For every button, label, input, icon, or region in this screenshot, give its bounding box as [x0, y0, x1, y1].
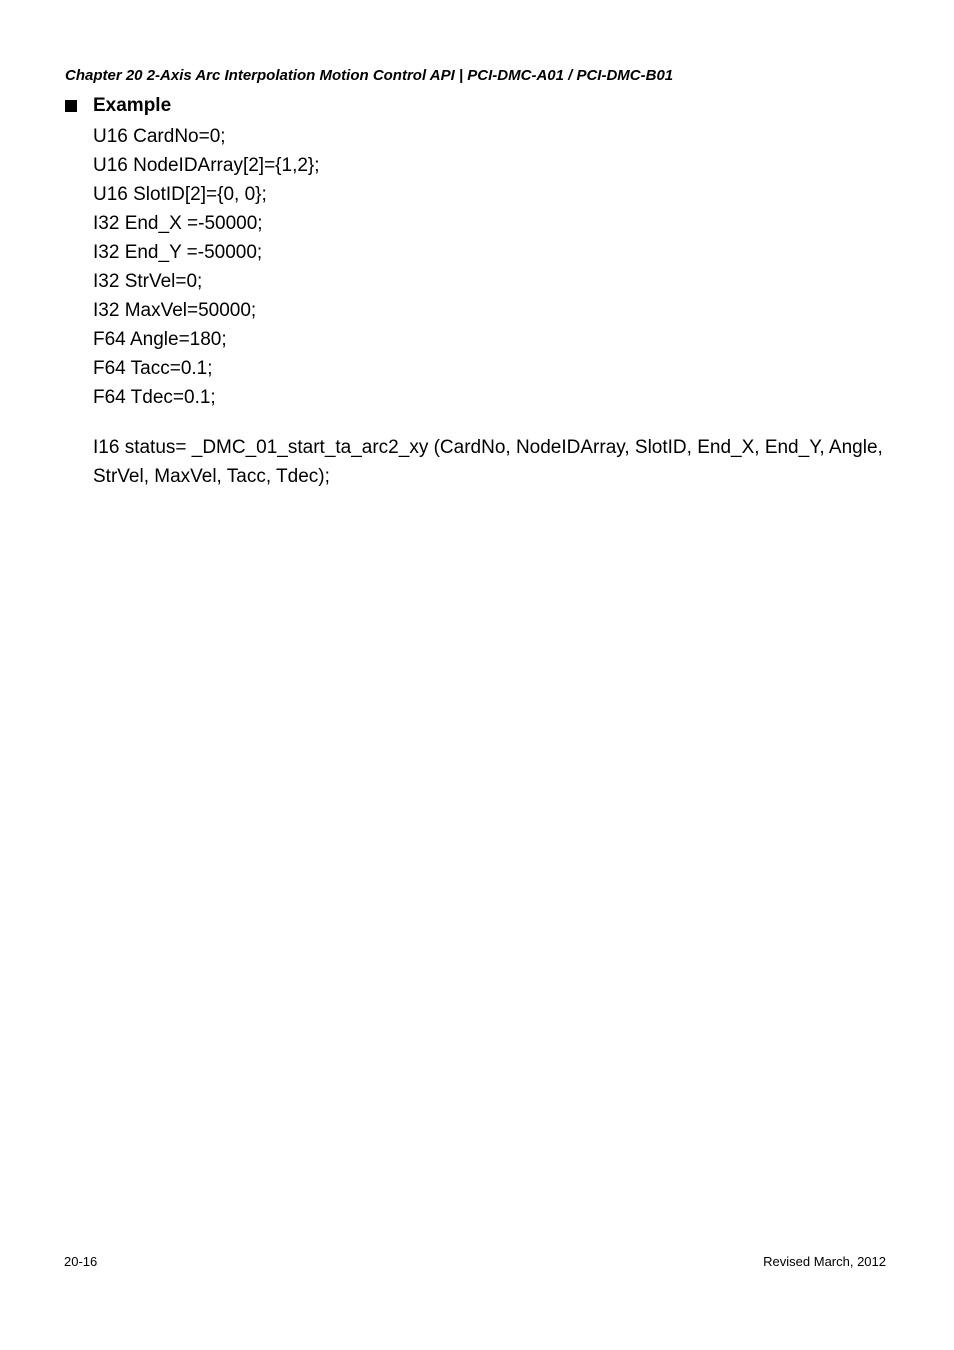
revision-date: Revised March, 2012: [763, 1254, 886, 1269]
code-line: F64 Tacc=0.1;: [93, 358, 213, 379]
code-line: I32 StrVel=0;: [93, 271, 203, 292]
code-line: I32 End_X =-50000;: [93, 213, 263, 234]
square-bullet-icon: [65, 100, 77, 112]
code-line: U16 CardNo=0;: [93, 126, 226, 147]
code-line: F64 Tdec=0.1;: [93, 387, 216, 408]
page-header: Chapter 20 2-Axis Arc Interpolation Motion Control API | PCI-DMC-A01 / PCI-DMC-B01: [65, 67, 674, 84]
function-call-statement: I16 status= _DMC_01_start_ta_arc2_xy (CardNo, NodeIDArray, SlotID, End_X, End_Y, Angle, StrVel, MaxVel, Tacc, Tdec);: [93, 437, 883, 487]
code-line: U16 NodeIDArray[2]={1,2};: [93, 155, 320, 176]
code-line: U16 SlotID[2]={0, 0};: [93, 184, 267, 205]
section-heading: [65, 95, 171, 117]
code-example: [93, 122, 320, 412]
code-line: I32 End_Y =-50000;: [93, 242, 263, 263]
section-heading-label: Example: [93, 95, 172, 116]
page-number: 20-16: [64, 1254, 98, 1269]
code-line: F64 Angle=180;: [93, 329, 227, 350]
code-line: I32 MaxVel=50000;: [93, 300, 257, 321]
